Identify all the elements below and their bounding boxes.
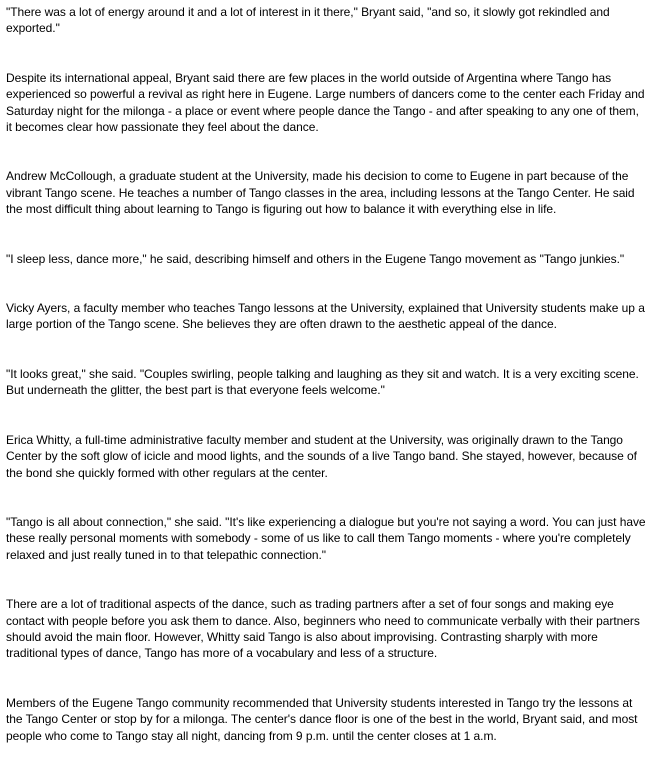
paragraph-traditional-aspects: There are a lot of traditional aspects of the dance, such as trading partners after a set of four songs and making eye contact with people before you ask them to dance. Also, beginners who need to communicate verbally with their partners should avoid the main floor. However, Whitty said Tango is also about improvising. Contrasting sharply with more traditional types of dance, Tango has more of a vocabulary and less of a structure.	[6, 597, 640, 661]
paragraph-tango-junkies-quote: "I sleep less, dance more," he said, describing himself and others in the Eugene Tango movement as "Tango junkies."	[6, 251, 625, 266]
paragraph-looks-great-quote: "It looks great," she said. "Couples swirling, people talking and laughing as they sit and watch. It is a very exciting scene. But underneath the glitter, the best part is that everyone feels welcome."	[6, 366, 639, 398]
paragraph-connection-quote: "Tango is all about connection," she said. "It's like experiencing a dialogue but you're not saying a word. You can just have these really personal moments with somebody - some of us like to call them Tango moments - where you're completely relaxed and just really tuned in to that telepathic connection."	[6, 514, 646, 562]
paragraph-erica-whitty: Erica Whitty, a full-time administrative faculty member and student at the University, was originally drawn to the Tango Center by the soft glow of icicle and mood lights, and the sounds of a live Tango band. She stayed, however, because of the bond she quickly formed with other regulars at the center.	[6, 432, 637, 480]
paragraph-international-appeal: Despite its international appeal, Bryant said there are few places in the world outside of Argentina where Tango has experienced so powerful a revival as right here in Eugene. Large numbers of dancers come to the center each Friday and Saturday night for the milonga - a place or event where people dance the Tango - and after speaking to any one of them, it becomes clear how passionate they feel about the dance.	[6, 70, 645, 135]
paragraph-vicky-ayers: Vicky Ayers, a faculty member who teaches Tango lessons at the University, explained that University students make up a large portion of the Tango scene. She believes they are often drawn to the aesthetic appeal of the dance.	[6, 301, 645, 332]
paragraph-bryant-quote: "There was a lot of energy around it and a lot of interest in it there," Bryant said, "and so, it slowly got rekindled and exported."	[6, 5, 610, 36]
paragraph-community-recommendation: Members of the Eugene Tango community recommended that University students interested in Tango try the lessons at the Tango Center or stop by for a milonga. The center's dance floor is one of the best in the world, Bryant said, and most people who come to Tango stay all night, dancing from 9 p.m. until the center closes at 1 a.m.	[6, 695, 638, 743]
article-body	[6, 4, 646, 744]
paragraph-andrew-mccollough: Andrew McCollough, a graduate student at the University, made his decision to come to Eugene in part because of the vibrant Tango scene. He teaches a number of Tango classes in the area, including lessons at the Tango Center. He said the most difficult thing about learning to Tango is figuring out how to balance it with everything else in life.	[6, 169, 635, 217]
